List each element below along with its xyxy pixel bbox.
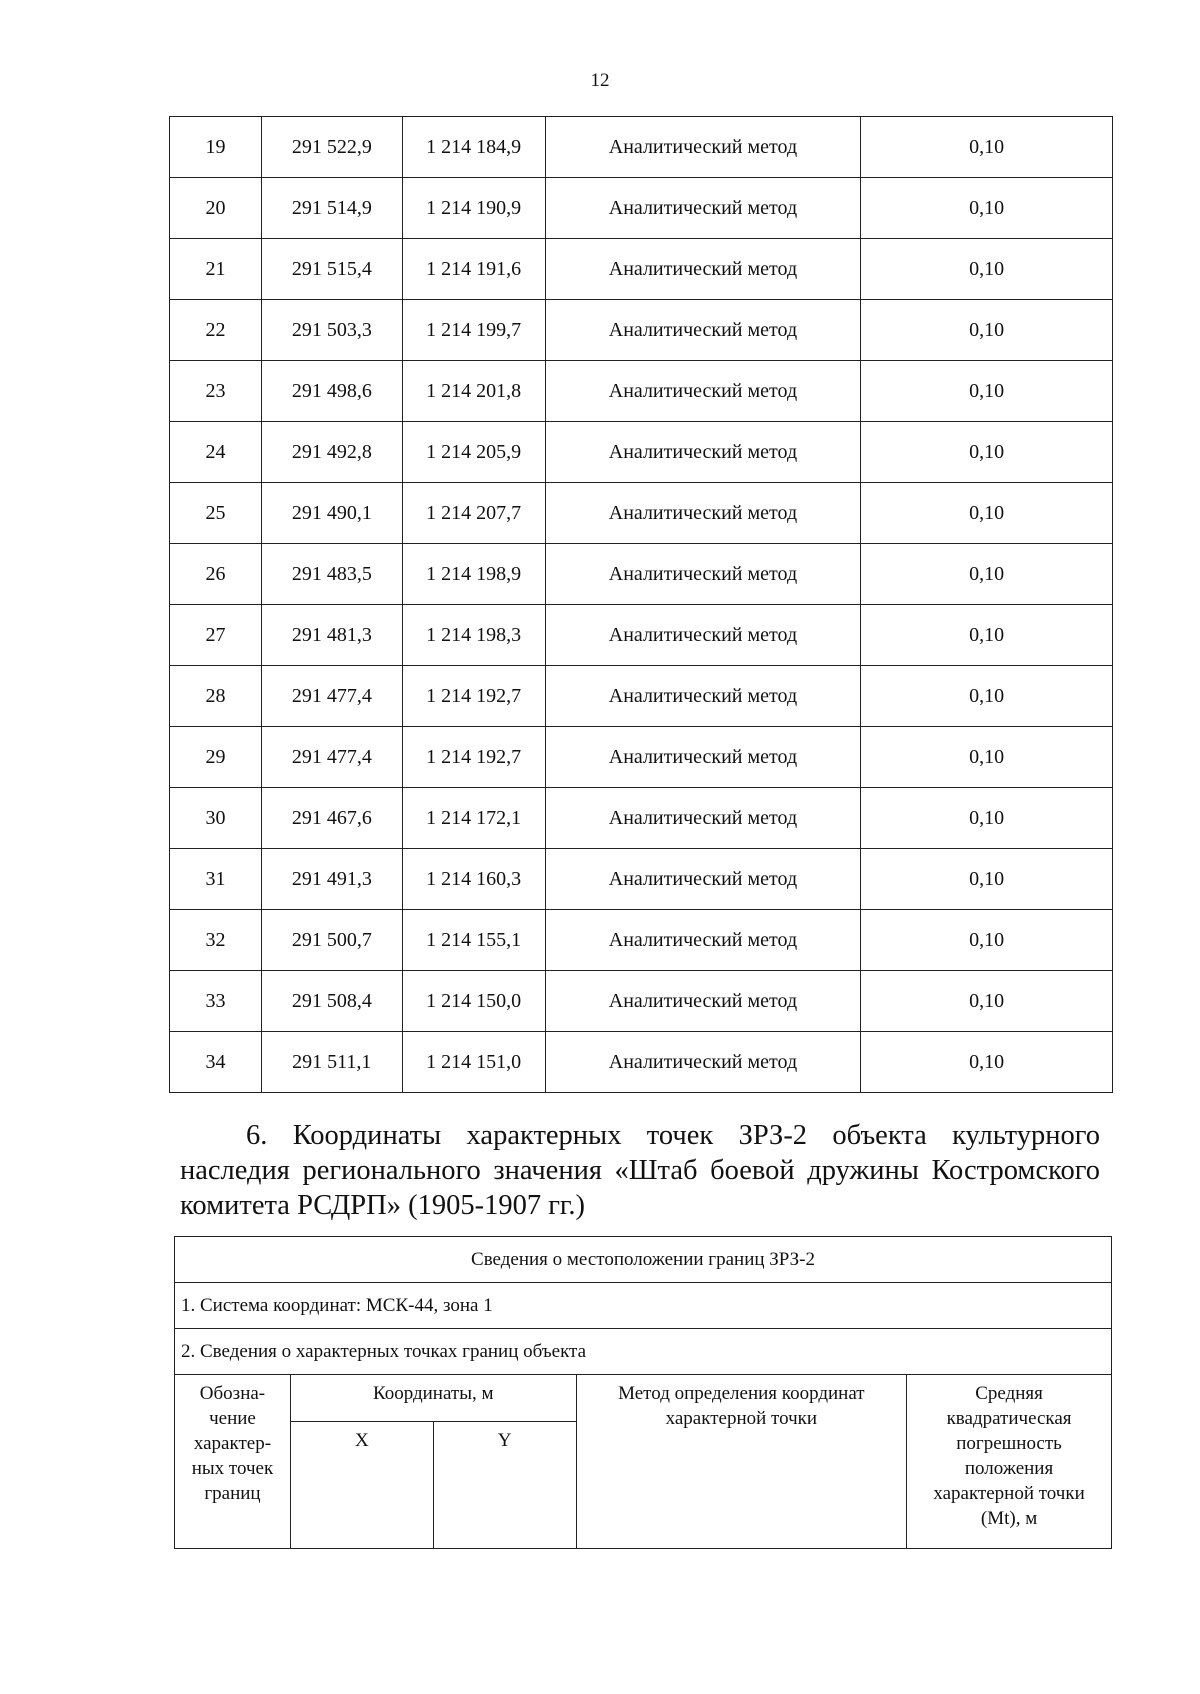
y-coordinate-cell: 1 214 192,7	[402, 666, 545, 727]
table-row	[170, 788, 1113, 849]
method-cell: Аналитический метод	[545, 727, 861, 788]
method-cell: Аналитический метод	[545, 605, 861, 666]
y-coordinate-cell: 1 214 150,0	[402, 971, 545, 1032]
point-number-cell: 27	[170, 605, 262, 666]
y-coordinate-cell: 1 214 191,6	[402, 239, 545, 300]
point-number-cell: 20	[170, 178, 262, 239]
table-row	[170, 727, 1113, 788]
point-number-cell: 30	[170, 788, 262, 849]
point-number-cell: 19	[170, 117, 262, 178]
y-coordinate-cell: 1 214 190,9	[402, 178, 545, 239]
x-coordinate-cell: 291 483,5	[261, 544, 402, 605]
point-number-cell: 23	[170, 361, 262, 422]
error-cell: 0,10	[861, 361, 1113, 422]
x-coordinate-cell: 291 514,9	[261, 178, 402, 239]
y-coordinate-cell: 1 214 172,1	[402, 788, 545, 849]
y-coordinate-cell: 1 214 184,9	[402, 117, 545, 178]
table-row	[170, 605, 1113, 666]
y-coordinate-cell: 1 214 207,7	[402, 483, 545, 544]
page-number: 12	[590, 70, 610, 91]
header-method: Метод определения координат характерной точки	[576, 1375, 907, 1549]
point-number-cell: 22	[170, 300, 262, 361]
error-cell: 0,10	[861, 605, 1113, 666]
table-row	[170, 361, 1113, 422]
method-cell: Аналитический метод	[545, 1032, 861, 1093]
table-row	[170, 544, 1113, 605]
x-coordinate-cell: 291 481,3	[261, 605, 402, 666]
method-cell: Аналитический метод	[545, 544, 861, 605]
y-coordinate-cell: 1 214 198,3	[402, 605, 545, 666]
point-number-cell: 26	[170, 544, 262, 605]
table-row	[170, 910, 1113, 971]
y-coordinate-cell: 1 214 192,7	[402, 727, 545, 788]
method-cell: Аналитический метод	[545, 117, 861, 178]
x-coordinate-cell: 291 500,7	[261, 910, 402, 971]
table-row	[170, 971, 1113, 1032]
table-row	[170, 1032, 1113, 1093]
method-cell: Аналитический метод	[545, 666, 861, 727]
y-coordinate-cell: 1 214 198,9	[402, 544, 545, 605]
point-number-cell: 21	[170, 239, 262, 300]
error-cell: 0,10	[861, 544, 1113, 605]
point-number-cell: 34	[170, 1032, 262, 1093]
header-error: Средняя квадратическая погрешность положения характерной точки (Mt), м	[907, 1375, 1112, 1549]
x-coordinate-cell: 291 467,6	[261, 788, 402, 849]
method-cell: Аналитический метод	[545, 422, 861, 483]
table-row	[170, 239, 1113, 300]
table-row	[170, 117, 1113, 178]
point-number-cell: 24	[170, 422, 262, 483]
y-coordinate-cell: 1 214 155,1	[402, 910, 545, 971]
method-cell: Аналитический метод	[545, 239, 861, 300]
x-coordinate-cell: 291 477,4	[261, 666, 402, 727]
y-coordinate-cell: 1 214 205,9	[402, 422, 545, 483]
y-coordinate-cell: 1 214 151,0	[402, 1032, 545, 1093]
x-coordinate-cell: 291 508,4	[261, 971, 402, 1032]
x-coordinate-cell: 291 522,9	[261, 117, 402, 178]
method-cell: Аналитический метод	[545, 910, 861, 971]
table-row	[170, 300, 1113, 361]
error-cell: 0,10	[861, 117, 1113, 178]
x-coordinate-cell: 291 511,1	[261, 1032, 402, 1093]
error-cell: 0,10	[861, 849, 1113, 910]
error-cell: 0,10	[861, 178, 1113, 239]
error-cell: 0,10	[861, 300, 1113, 361]
point-number-cell: 29	[170, 727, 262, 788]
method-cell: Аналитический метод	[545, 300, 861, 361]
error-cell: 0,10	[861, 483, 1113, 544]
error-cell: 0,10	[861, 971, 1113, 1032]
error-cell: 0,10	[861, 666, 1113, 727]
header-coordinates: Координаты, м	[290, 1375, 576, 1422]
header-y: Y	[433, 1422, 576, 1549]
x-coordinate-cell: 291 477,4	[261, 727, 402, 788]
method-cell: Аналитический метод	[545, 361, 861, 422]
method-cell: Аналитический метод	[545, 971, 861, 1032]
header-designation: Обозна- чение характер- ных точек границ	[175, 1375, 291, 1549]
boundary-info-table	[174, 1236, 1112, 1549]
x-coordinate-cell: 291 498,6	[261, 361, 402, 422]
section-heading-text: 6. Координаты характерных точек ЗРЗ-2 объекта культурного наследия регионального значения «Штаб боевой дружины Костромского комитета РСДРП» (1905-1907 гг.)	[180, 1120, 1100, 1221]
info-table-title: Сведения о местоположении границ ЗРЗ-2	[175, 1237, 1112, 1283]
method-cell: Аналитический метод	[545, 788, 861, 849]
table-row	[170, 483, 1113, 544]
x-coordinate-cell: 291 492,8	[261, 422, 402, 483]
table-row	[170, 178, 1113, 239]
method-cell: Аналитический метод	[545, 849, 861, 910]
error-cell: 0,10	[861, 910, 1113, 971]
error-cell: 0,10	[861, 788, 1113, 849]
y-coordinate-cell: 1 214 160,3	[402, 849, 545, 910]
x-coordinate-cell: 291 491,3	[261, 849, 402, 910]
point-number-cell: 31	[170, 849, 262, 910]
table-row	[170, 666, 1113, 727]
points-info-line: 2. Сведения о характерных точках границ объекта	[175, 1329, 1112, 1375]
header-x: X	[290, 1422, 433, 1549]
point-number-cell: 28	[170, 666, 262, 727]
coordinates-table	[169, 116, 1113, 1093]
method-cell: Аналитический метод	[545, 178, 861, 239]
table-row	[170, 422, 1113, 483]
x-coordinate-cell: 291 503,3	[261, 300, 402, 361]
point-number-cell: 25	[170, 483, 262, 544]
point-number-cell: 33	[170, 971, 262, 1032]
point-number-cell: 32	[170, 910, 262, 971]
y-coordinate-cell: 1 214 201,8	[402, 361, 545, 422]
section-heading	[180, 1118, 1100, 1223]
y-coordinate-cell: 1 214 199,7	[402, 300, 545, 361]
error-cell: 0,10	[861, 422, 1113, 483]
x-coordinate-cell: 291 490,1	[261, 483, 402, 544]
coordinate-system-line: 1. Система координат: МСК-44, зона 1	[175, 1283, 1112, 1329]
error-cell: 0,10	[861, 239, 1113, 300]
error-cell: 0,10	[861, 727, 1113, 788]
error-cell: 0,10	[861, 1032, 1113, 1093]
x-coordinate-cell: 291 515,4	[261, 239, 402, 300]
table-row	[170, 849, 1113, 910]
method-cell: Аналитический метод	[545, 483, 861, 544]
